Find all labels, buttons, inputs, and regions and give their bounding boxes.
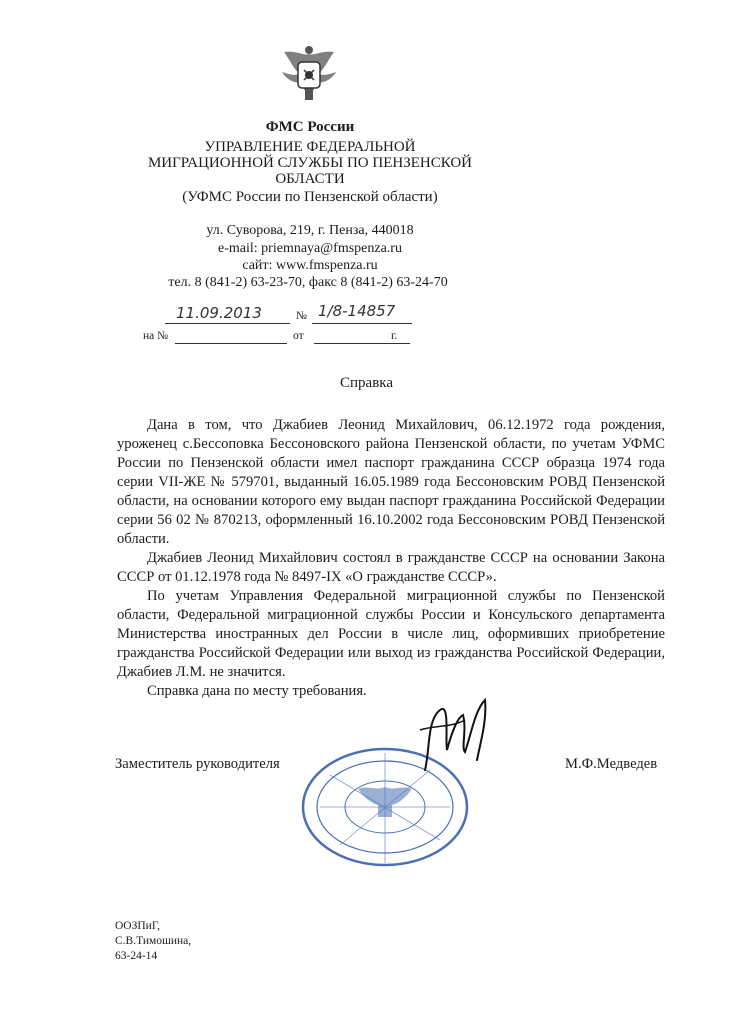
number-label: №	[296, 310, 307, 322]
date-underline	[165, 323, 290, 324]
signer-name: М.Ф.Медведев	[565, 756, 658, 772]
footer-dept: ООЗПиГ,	[115, 920, 161, 932]
paragraph-4: Справка дана по месту требования.	[147, 683, 367, 699]
on-number-underline	[175, 343, 287, 344]
from-underline	[314, 343, 410, 344]
footer-executor: С.В.Тимошина,	[115, 935, 192, 947]
number-underline	[312, 323, 412, 324]
registration-number: 1/8-14857	[318, 302, 396, 320]
header-line-4: (УФМС России по Пензенской области)	[182, 189, 438, 205]
address: ул. Суворова, 219, г. Пенза, 440018	[206, 223, 414, 238]
signer-position: Заместитель руководителя	[115, 756, 280, 772]
year-suffix: г.	[391, 330, 398, 342]
agency-short: ФМС России	[265, 119, 355, 135]
document-body	[117, 416, 665, 701]
email: e-mail: priemnaya@fmspenza.ru	[218, 241, 402, 256]
from-label: от	[293, 330, 304, 342]
paragraph-1: Дана в том, что Джабиев Леонид Михайлович, 06.12.1972 года рождения, уроженец с.Бессоповка Бессоновского района Пензенской области, по учетам УФМС России по Пензенской области имел паспорт гражданина СССР образца 1974 года серии VII-ЖЕ № 579701, выданный 16.05.1989 года Бессоновским РОВД Пензенской области, на основании которого ему выдан паспорт гражданина Российской Федерации серии 56 02 № 870213, оформленный 16.10.2002 года Бессоновским РОВД Пензенской области.	[117, 417, 665, 547]
signature	[405, 680, 515, 790]
paragraph-2: Джабиев Леонид Михайлович состоял в гражданстве СССР на основании Закона СССР от 01.12.1978 года № 8497-IX «О гражданстве СССР».	[117, 550, 665, 585]
paragraph-3: По учетам Управления Федеральной миграционной службы по Пензенской области, Федеральной миграционной службы России и Консульского департамента Министерства иностранных дел России в числе лиц, оформивших приобретение гражданства Российской Федерации или выход из гражданства Российской Федерации, Джабиев Л.М. не значится.	[117, 588, 665, 680]
header-line-1: УПРАВЛЕНИЕ ФЕДЕРАЛЬНОЙ	[204, 139, 416, 155]
header-line-3: ОБЛАСТИ	[275, 171, 345, 187]
footer-phone: 63-24-14	[115, 950, 158, 962]
on-number-label: на №	[143, 330, 169, 342]
document-title: Справка	[340, 375, 393, 391]
header-line-2: МИГРАЦИОННОЙ СЛУЖБЫ ПО ПЕНЗЕНСКОЙ	[147, 155, 473, 171]
phone-fax: тел. 8 (841-2) 63-23-70, факс 8 (841-2) 63-24-70	[168, 275, 448, 290]
emblem-icon	[276, 40, 342, 110]
website: сайт: www.fmspenza.ru	[242, 258, 378, 273]
registration-date: 11.09.2013	[176, 304, 262, 322]
